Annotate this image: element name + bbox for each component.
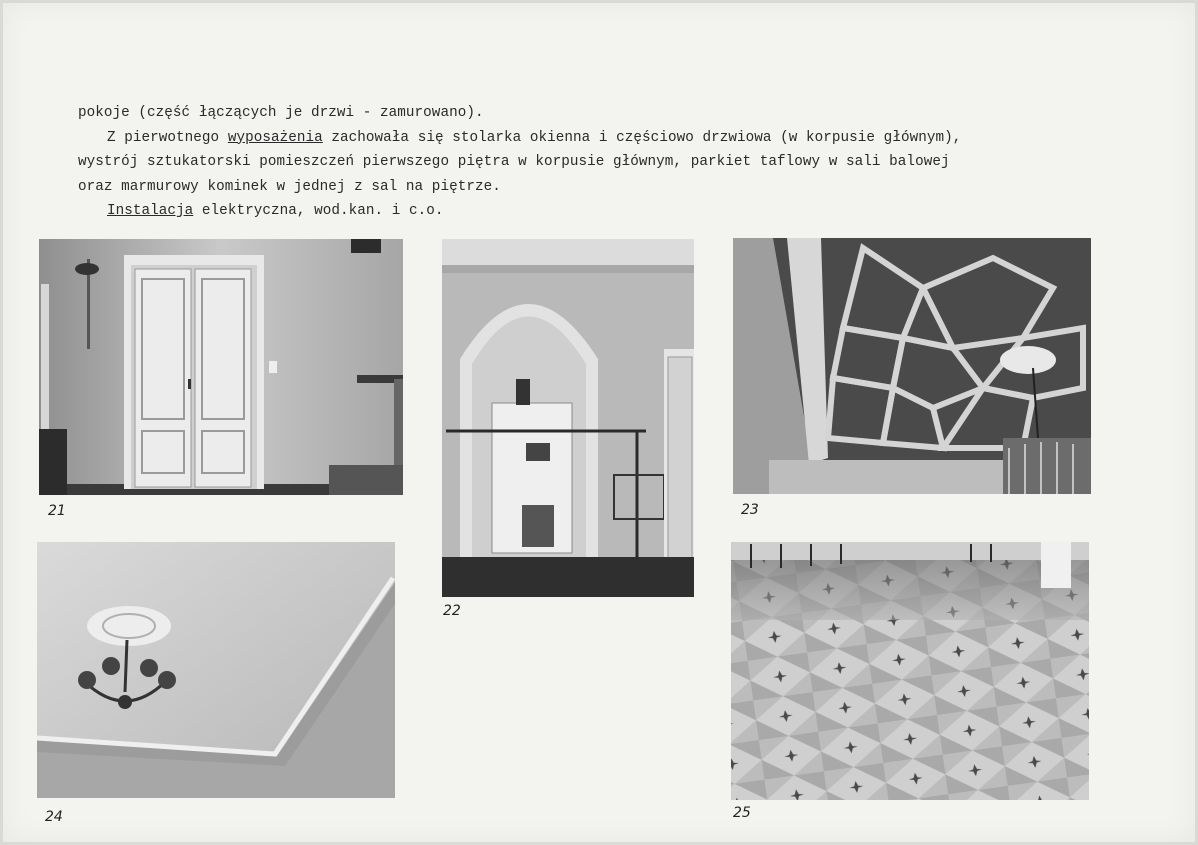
text-line-5-end: elektryczna, wod.kan. i c.o. [193, 203, 444, 219]
photo-number-23: 23 [741, 502, 759, 518]
text-line-2-start: Z pierwotnego [107, 129, 228, 146]
photo-24-ceiling-chandelier [37, 542, 395, 798]
photo-number-22: 22 [443, 603, 461, 619]
text-line-2-end: zachowała się stolarka okienna i częściowo drzwiowa (w korpusie głównym), [322, 129, 962, 146]
text-line-2 [78, 126, 1078, 151]
description-text [78, 101, 1078, 224]
photo-25-parquet-floor [731, 542, 1089, 800]
underlined-term-instalacja: Instalacja [107, 203, 194, 219]
text-line-4: oraz marmurowy kominek w jednej z sal na piętrze. [78, 178, 501, 195]
text-line-5 [78, 199, 1078, 224]
photo-number-21: 21 [48, 503, 66, 519]
photo-number-24: 24 [45, 809, 63, 825]
text-line-3: wystrój sztukatorski pomieszczeń pierwszego piętra w korpusie głównym, parkiet taflowy w sali balowej [78, 154, 950, 170]
underlined-term-wyposazenia: wyposażenia [227, 129, 323, 146]
text-line-1: pokoje (część łączących je drzwi - zamurowano). [78, 105, 484, 121]
document-page [3, 3, 1195, 842]
photo-21-double-door [39, 239, 403, 495]
photo-23-coffered-ceiling [733, 238, 1091, 494]
photo-22-tile-stove [442, 239, 694, 597]
photo-number-25: 25 [733, 805, 751, 821]
